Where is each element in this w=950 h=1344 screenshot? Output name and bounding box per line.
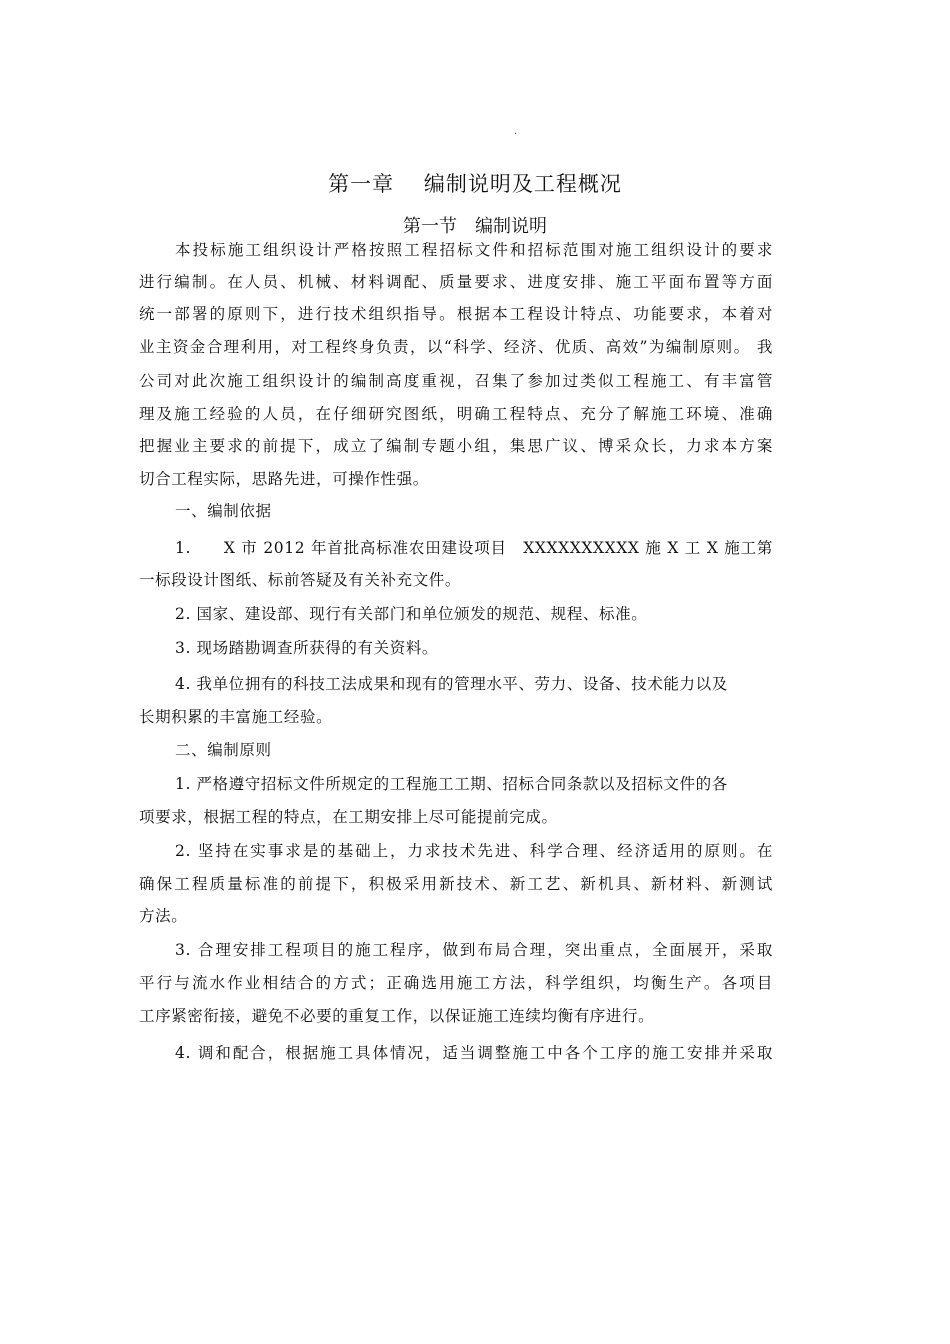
principle-item-1: 1. 严格遵守招标文件所规定的工程施工工期、招标合同条款以及招标文件的各	[175, 775, 728, 793]
basis-item-4: 4. 我单位拥有的科技工法成果和现有的管理水平、劳力、设备、技术能力以及	[175, 675, 728, 693]
chapter-title: 第一章 编制说明及工程概况	[328, 172, 622, 196]
basis-heading: 一、编制依据	[175, 502, 272, 520]
intro-line: 理及施工经验的人员，在仔细研究图纸，明确工程特点、充分了解施工环境、准确	[139, 405, 773, 423]
header-dot: .	[514, 126, 518, 137]
principle-item-1-cont: 项要求，根据工程的特点，在工期安排上尽可能提前完成。	[139, 808, 558, 826]
intro-line: 统一部署的原则下，进行技术组织指导。根据本工程设计特点、功能要求，本着对	[139, 305, 773, 323]
basis-item-1: 1. X 市 2012 年首批高标准农田建设项目 XXXXXXXXXX 施 X 工 X 施工第	[175, 539, 773, 557]
basis-item-3: 3. 现场踏勘调查所获得的有关资料。	[175, 639, 439, 657]
principles-heading: 二、编制原则	[175, 741, 272, 759]
principle-item-2: 2. 坚持在实事求是的基础上，力求技术先进、科学合理、经济适用的原则。在	[175, 842, 773, 860]
intro-line: 业主资金合理利用，对工程终身负责，以“科学、经济、优质、高效”为编制原则。 我	[139, 338, 773, 356]
intro-line: 本投标施工组织设计严格按照工程招标文件和招标范围对施工组织设计的要求	[175, 241, 773, 259]
principle-item-3: 3. 合理安排工程项目的施工程序，做到布局合理，突出重点，全面展开，采取	[175, 941, 773, 959]
intro-line: 进行编制。在人员、机械、材料调配、质量要求、进度安排、施工平面布置等方面	[139, 273, 773, 291]
principle-item-3-cont: 平行与流水作业相结合的方式；正确选用施工方法，科学组织，均衡生产。各项目	[139, 974, 773, 992]
principle-item-3-cont: 工序紧密衔接，避免不必要的重复工作，以保证施工连续均衡有序进行。	[139, 1007, 655, 1025]
intro-line: 公司对此次施工组织设计的编制高度重视，召集了参加过类似工程施工、有丰富管	[139, 372, 773, 390]
section-title: 第一节 编制说明	[403, 216, 547, 237]
basis-item-4-cont: 长期积累的丰富施工经验。	[139, 708, 333, 726]
basis-item-2: 2. 国家、建设部、现行有关部门和单位颁发的规范、规程、标准。	[175, 605, 648, 623]
principle-item-2-cont: 方法。	[139, 907, 188, 925]
intro-line: 切合工程实际，思路先进，可操作性强。	[139, 470, 429, 488]
basis-item-1-cont: 一标段设计图纸、标前答疑及有关补充文件。	[139, 571, 462, 589]
principle-item-2-cont: 确保工程质量标准的前提下，积极采用新技术、新工艺、新机具、新材料、新测试	[139, 875, 773, 893]
principle-item-4: 4. 调和配合，根据施工具体情况，适当调整施工中各个工序的施工安排并采取	[175, 1044, 773, 1062]
intro-line: 把握业主要求的前提下，成立了编制专题小组，集思广议、博采众长，力求本方案	[139, 437, 773, 455]
